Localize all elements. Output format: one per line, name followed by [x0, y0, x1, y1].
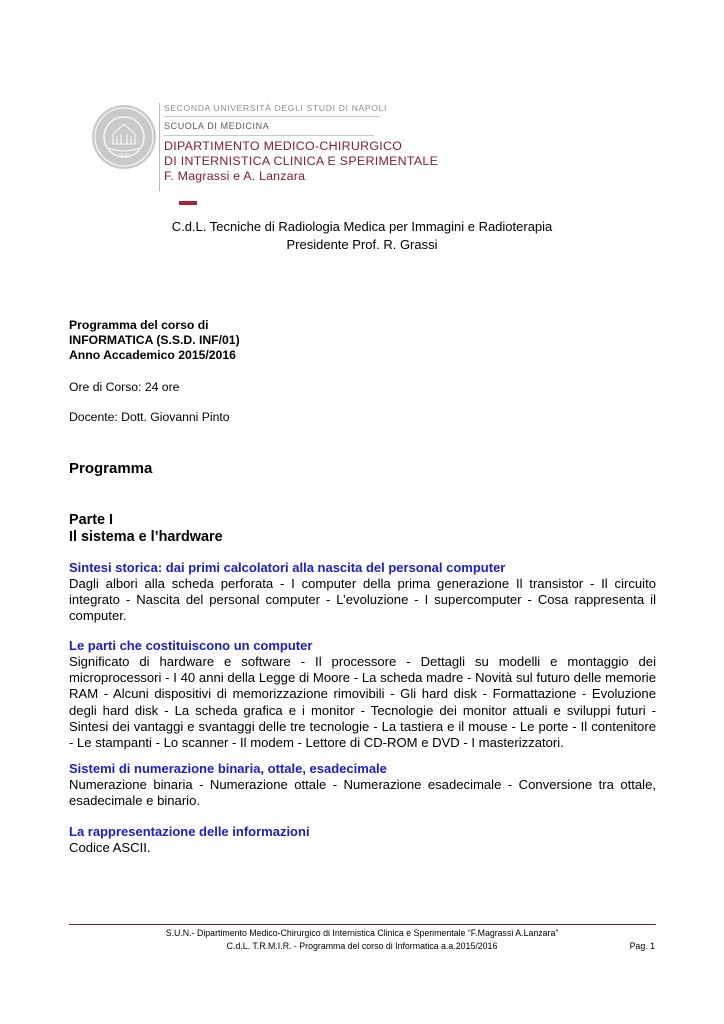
section-title: Le parti che costituiscono un computer	[69, 638, 313, 653]
part-label: Parte I	[69, 512, 113, 528]
program-title: Programma del corso di	[69, 318, 209, 332]
academic-year: Anno Accademico 2015/2016	[69, 348, 236, 362]
section-title: Sistemi di numerazione binaria, ottale, esadecimale	[69, 761, 387, 776]
section-body: Numerazione binaria - Numerazione ottale - Numerazione esadecimale - Conversione tra ottale, esadecimale e binario.	[69, 777, 656, 809]
program-heading: Programma	[69, 460, 153, 477]
program-section	[69, 638, 656, 751]
logo-rule	[164, 135, 374, 136]
section-title: Sintesi storica: dai primi calcolatori alla nascita del personal computer	[69, 560, 506, 575]
section-body: Codice ASCII.	[69, 840, 151, 855]
section-body: Significato di hardware e software - Il processore - Dettagli su modelli e montaggio dei microprocessori - I 40 anni della Legge di Moore - La scheda madre - Novità sul futuro delle memorie RAM - Alcuni dispositivi di memorizzazione rimovibili - Gli hard disk - Formattazione - Evoluzione degli hard disk - La scheda grafica e i monitor - Tecnologie dei monitor attuali e sviluppi futuri - Sintesi dei vantaggi e svantaggi delle tre tecnologie - La tastiera e il mouse - Le porte - Il contenitore - Le stampanti - Lo scanner - Il modem - Lettore di CD-ROM e DVD - I masterizzatori.	[69, 654, 656, 751]
course-hours: Ore di Corso: 24 ore	[69, 380, 180, 394]
accent-mark	[179, 201, 197, 205]
program-section	[69, 560, 656, 625]
university-name: SECONDA UNIVERSITÀ DEGLI STUDI DI NAPOLI	[164, 103, 388, 113]
department-line-2: DI INTERNISTICA CLINICA E SPERIMENTALE	[164, 154, 439, 168]
department-name	[164, 139, 438, 184]
program-section	[69, 761, 656, 809]
footer-line-2: C.d.L. T.R.M.I.R. - Programma del corso di Informatica a.a.2015/2016	[226, 941, 498, 951]
department-line-3: F. Magrassi e A. Lanzara	[164, 169, 306, 183]
footer-rule	[69, 924, 656, 925]
course-teacher: Docente: Dott. Giovanni Pinto	[69, 410, 230, 424]
logo-divider	[159, 103, 160, 191]
section-title: La rappresentazione delle informazioni	[69, 824, 310, 839]
university-seal-icon	[91, 104, 157, 170]
course-president: Presidente Prof. R. Grassi	[286, 237, 438, 252]
course-subject: INFORMATICA (S.S.D. INF/01)	[69, 333, 240, 347]
school-name: SCUOLA DI MEDICINA	[164, 121, 270, 131]
section-body: Dagli albori alla scheda perforata - I computer della prima generazione Il transistor - Il circuito integrato - Nascita del personal computer - L’evoluzione - I supercomputer - Cosa rappresenta il computer.	[69, 576, 656, 624]
seal-text: SUN	[118, 153, 130, 159]
degree-course: C.d.L. Tecniche di Radiologia Medica per Immagini e Radioterapia	[171, 219, 553, 234]
program-section	[69, 824, 656, 856]
page-number: Pag. 1	[629, 941, 655, 951]
footer-line-1: S.U.N.- Dipartimento Medico-Chirurgico di Internistica Clinica e Sperimentale “F.Magrassi A.Lanzara”	[165, 928, 559, 938]
logo-rule	[164, 116, 380, 117]
part-title: Il sistema e l’hardware	[69, 529, 223, 545]
department-line-1: DIPARTIMENTO MEDICO-CHIRURGICO	[164, 139, 403, 153]
